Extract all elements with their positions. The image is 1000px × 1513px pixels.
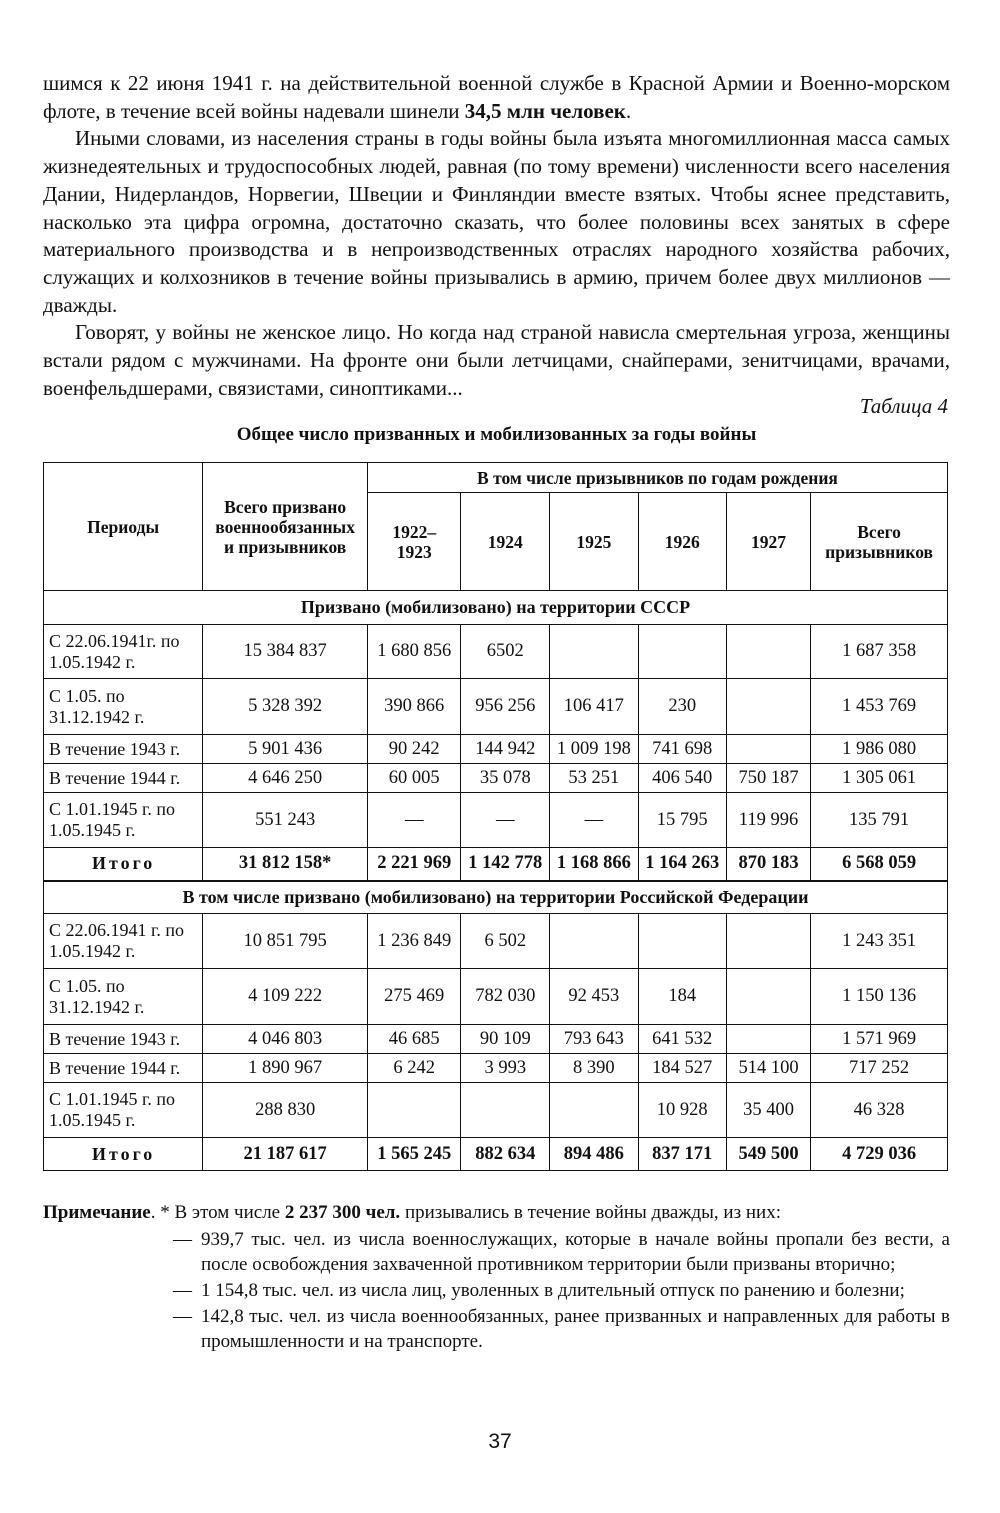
header-1927: 1927: [726, 493, 810, 591]
page-number: 37: [488, 1430, 512, 1453]
paragraph-1: шимся к 22 июня 1941 г. на действительной военной службе в Красной Армии и Военно-морском флоте, в течение всей войны надевали шинели 34,5 млн человек.: [43, 71, 950, 123]
footnote-list: [43, 1227, 950, 1354]
footnote-item: — 939,7 тыс. чел. из числа военнослужащих, которые в начале войны пропали без вести, а после освобождения захваченной противником территории были призваны вторично;: [173, 1229, 950, 1275]
total-row-rf: Итого 21 187 617 1 565 245 882 634 894 486 837 171 549 500 4 729 036: [44, 1138, 948, 1171]
header-by-birth-year: В том числе призывников по годам рождения: [367, 463, 947, 493]
table-row: С 22.06.1941 г. по 1.05.1942 г. 10 851 795 1 236 849 6 502 1 243 351: [44, 914, 948, 969]
table-label: Таблица 4: [859, 394, 948, 418]
total-row-ussr: Итого 31 812 158* 2 221 969 1 142 778 1 168 866 1 164 263 870 183 6 568 059: [44, 848, 948, 881]
footnote-label: Примечание: [43, 1202, 151, 1223]
table-row: С 1.01.1945 г. по 1.05.1945 г. 288 830 10 928 35 400 46 328: [44, 1083, 948, 1138]
footnote-intro: Примечание. * В этом числе 2 237 300 чел. призывались в течение войны дважды, из них:: [43, 1202, 781, 1223]
footnote: [43, 1200, 950, 1355]
table-row: В течение 1943 г. 5 901 436 90 242 144 942 1 009 198 741 698 1 986 080: [44, 735, 948, 764]
section-title-ussr: Призвано (мобилизовано) на территории СССР: [44, 591, 948, 625]
paragraph-2: Иными словами, из населения страны в годы войны была изъята многомиллионная масса самых жизнедеятельных и трудоспособных людей, равная (по тому времени) численности всего населения Дании, Нидерландов, Норвегии, Швеции и Финляндии вместе взятых. Чтобы яснее представить, насколько эта цифра огромна, достаточно сказать, что более половины всех занятых в сфере материального производства и в непроизводственных отраслях народного хозяйства рабочих, служащих и колхозников в течение войны призывались в армию, причем более двух миллионов — дважды.: [43, 126, 950, 317]
header-1922-1923: 1922–1923: [367, 493, 460, 591]
table-title: Общее число призванных и мобилизованных за годы войны: [236, 424, 757, 445]
header-periods: Периоды: [44, 463, 203, 591]
header-1924: 1924: [461, 493, 550, 591]
table-row: С 22.06.1941г. по 1.05.1942 г. 15 384 837 1 680 856 6502 1 687 358: [44, 625, 948, 679]
header-total-called: Всего призвано военнообязанных и призывников: [203, 463, 368, 591]
table-row: С 1.05. по 31.12.1942 г. 5 328 392 390 866 956 256 106 417 230 1 453 769: [44, 679, 948, 735]
table-row: С 1.05. по 31.12.1942 г. 4 109 222 275 469 782 030 92 453 184 1 150 136: [44, 969, 948, 1025]
paragraph-3: Говорят, у войны не женское лицо. Но когда над страной нависла смертельная угроза, женщины встали рядом с мужчинами. На фронте они были летчицами, снайперами, зенитчицами, врачами, военфельдшерами, связистами, синоптиками...: [43, 320, 950, 400]
body-text: [43, 70, 950, 402]
table-row: В течение 1944 г. 4 646 250 60 005 35 078 53 251 406 540 750 187 1 305 061: [44, 764, 948, 793]
footnote-item: — 142,8 тыс. чел. из числа военнообязанных, ранее призванных и направленных для работы в промышленности и на транспорте.: [173, 1306, 950, 1352]
table-row: С 1.01.1945 г. по 1.05.1945 г. 551 243 — — — 15 795 119 996 135 791: [44, 793, 948, 848]
header-1926: 1926: [638, 493, 726, 591]
table-row: В течение 1944 г. 1 890 967 6 242 3 993 8 390 184 527 514 100 717 252: [44, 1054, 948, 1083]
section-title-rf: В том числе призвано (мобилизовано) на территории Российской Федерации: [44, 881, 948, 914]
conscription-table: [43, 462, 948, 1171]
bold-figure: 34,5 млн человек: [464, 98, 626, 123]
table-row: В течение 1943 г. 4 046 803 46 685 90 109 793 643 641 532 1 571 969: [44, 1025, 948, 1054]
footnote-item: — 1 154,8 тыс. чел. из числа лиц, уволенных в длительный отпуск по ранению и болезни;: [173, 1280, 905, 1301]
header-total-conscripts: Всего призывников: [811, 493, 948, 591]
header-1925: 1925: [550, 493, 638, 591]
footnote-bold-figure: 2 237 300 чел.: [284, 1202, 401, 1223]
